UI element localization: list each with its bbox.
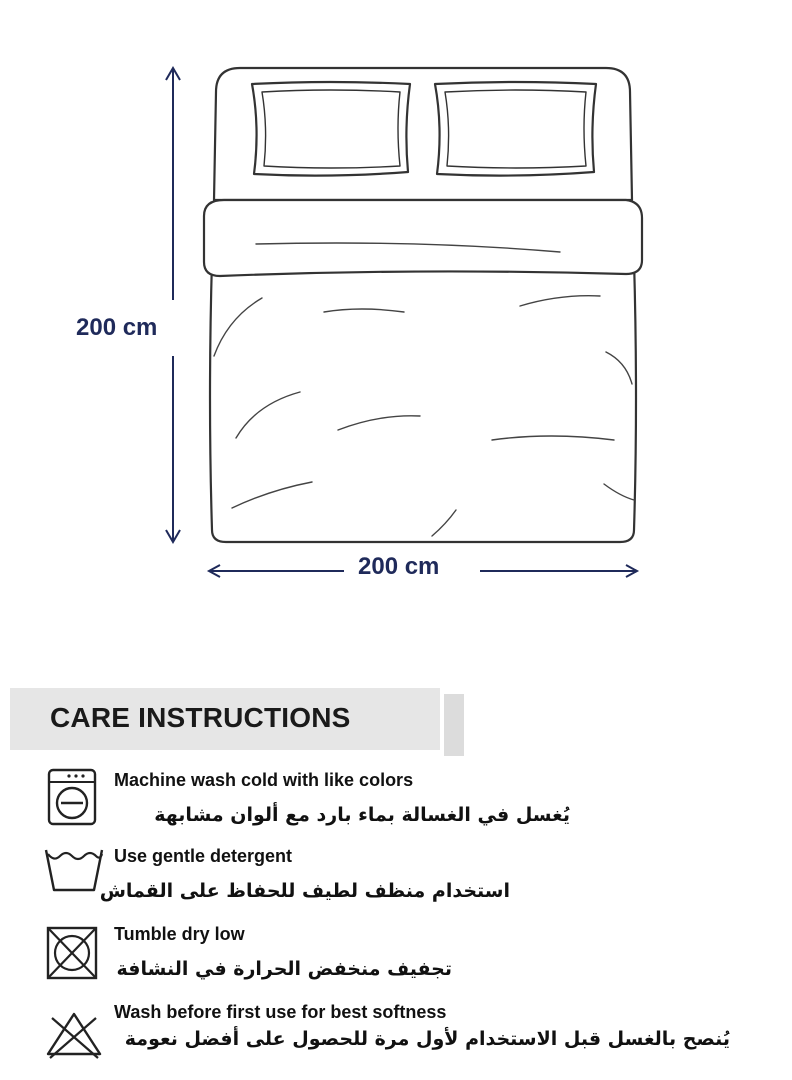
duvet-fold	[204, 200, 642, 276]
care-item-first-wash	[0, 1000, 792, 1070]
care-text-en: Tumble dry low	[114, 924, 245, 944]
pillow-right	[435, 82, 596, 176]
hand-wash-basin-icon	[44, 848, 104, 894]
care-item-machine-wash	[0, 764, 792, 834]
care-text-ar: يُغسل في الغسالة بماء بارد مع ألوان مشابهة	[154, 804, 570, 826]
pillow-left	[252, 82, 410, 176]
care-text-en: Wash before first use for best softness	[114, 1002, 447, 1022]
care-text-ar: تجفيف منخفض الحرارة في النشافة	[116, 958, 452, 980]
washing-machine-icon	[47, 768, 97, 828]
width-label: 200 cm	[352, 553, 445, 581]
care-item-tumble-dry	[0, 920, 792, 990]
care-text-ar: استخدام منظف لطيف للحفاظ على القماش	[99, 880, 510, 902]
height-label: 200 cm	[76, 314, 158, 341]
care-header	[10, 688, 440, 750]
care-text-en: Machine wash cold with like colors	[114, 770, 414, 790]
do-not-bleach-icon	[44, 1010, 104, 1060]
duvet	[210, 260, 636, 542]
care-header-shadow	[444, 694, 464, 756]
care-item-gentle-detergent	[0, 842, 792, 912]
care-text-en: Use gentle detergent	[114, 846, 293, 866]
height-arrow	[166, 68, 180, 542]
bed-outline	[204, 68, 642, 542]
tumble-dry-low-icon	[46, 926, 98, 980]
care-text-ar: يُنصح بالغسل قبل الاستخدام لأول مرة للحصول على أفضل نعومة	[124, 1028, 730, 1050]
care-title: CARE INSTRUCTIONS	[50, 702, 351, 733]
